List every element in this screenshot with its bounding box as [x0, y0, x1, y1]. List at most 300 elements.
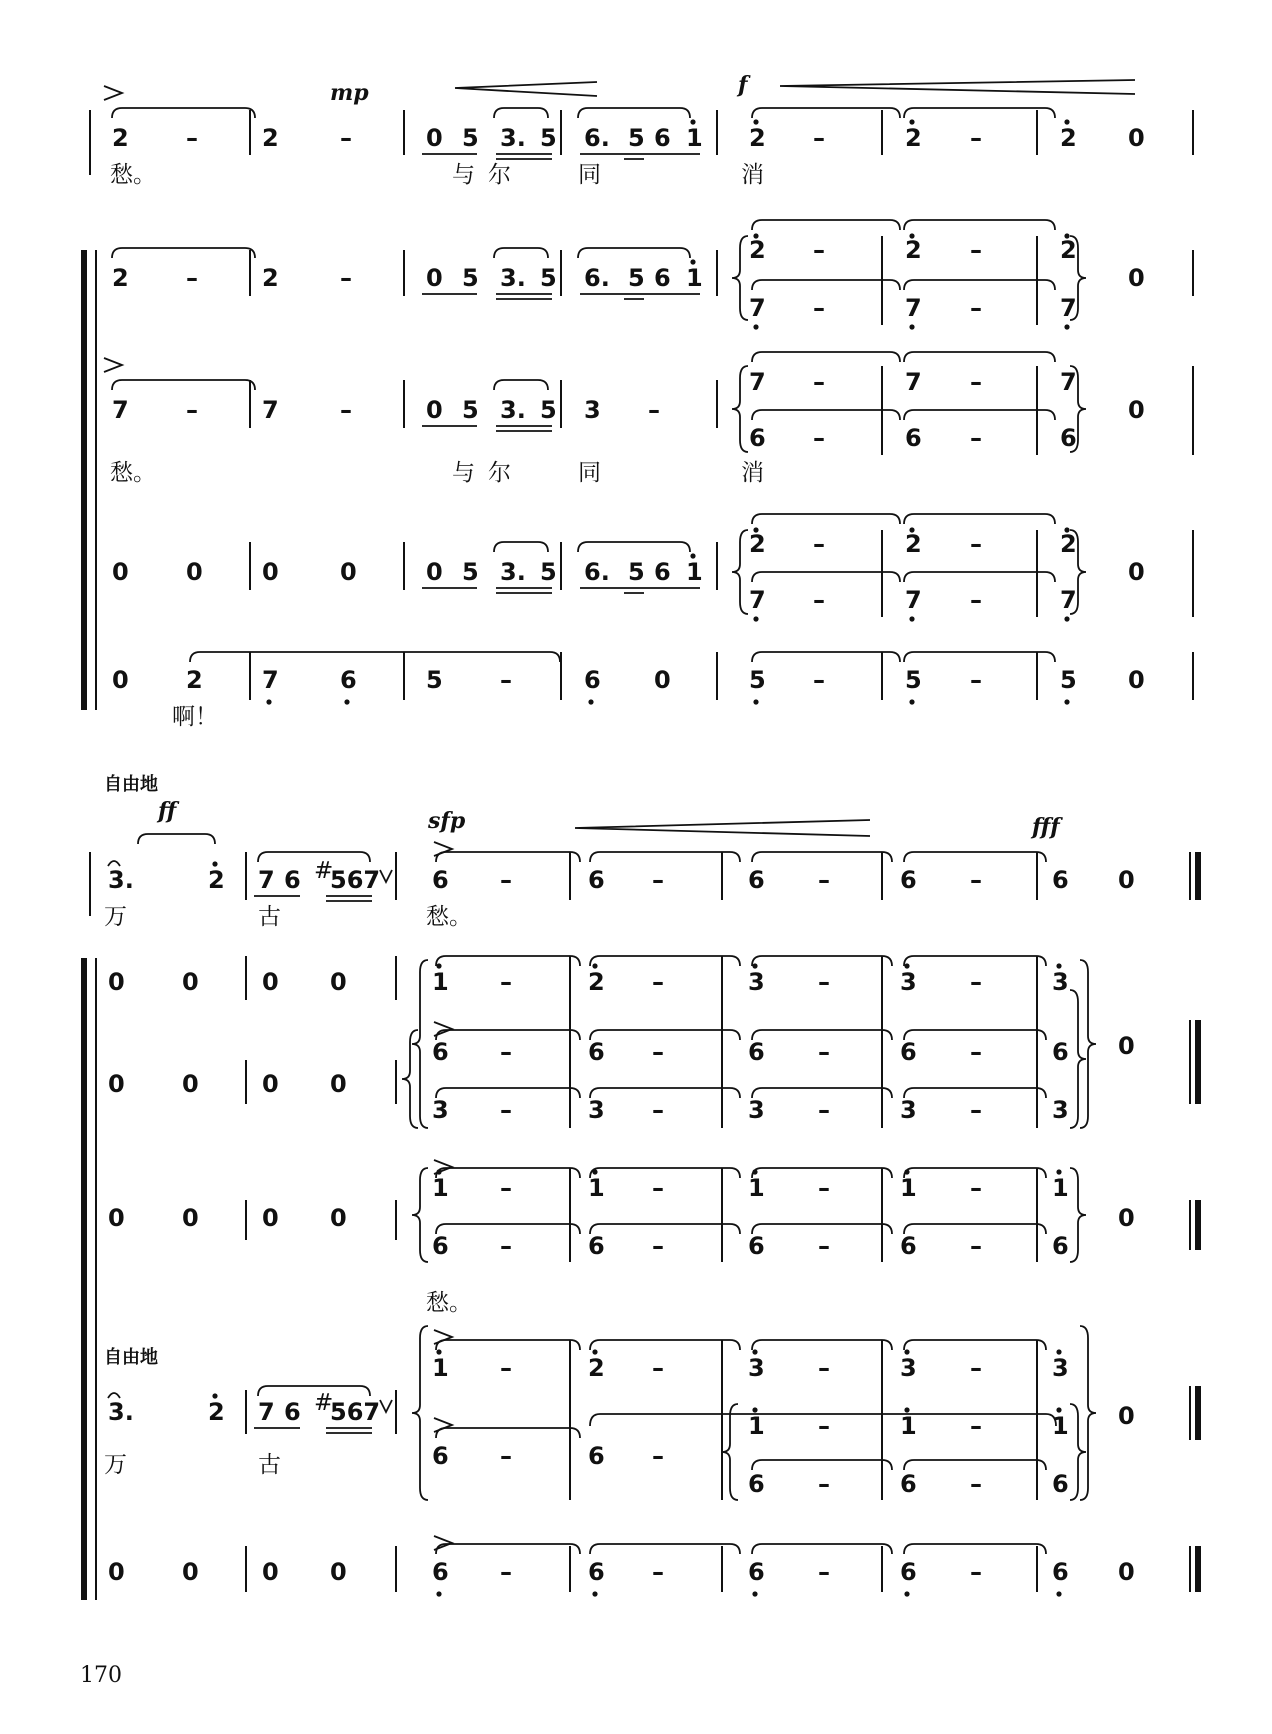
note: 0 — [330, 1070, 347, 1098]
lyric: 愁。 — [426, 1290, 472, 1316]
slur — [904, 956, 1046, 966]
note: 3 — [900, 968, 917, 996]
chord-brace — [412, 1326, 428, 1500]
note: 0 — [330, 1204, 347, 1232]
note: 3 — [1052, 968, 1069, 996]
note: 0 — [108, 1070, 125, 1098]
note: 3. — [500, 396, 526, 424]
note: – — [818, 1470, 830, 1498]
note: – — [970, 368, 982, 396]
note: 0 — [426, 558, 443, 586]
note: – — [186, 124, 198, 152]
chord-brace — [732, 236, 748, 320]
note: 5 — [628, 264, 645, 292]
note: 6 — [432, 1442, 449, 1470]
note: – — [500, 1038, 512, 1066]
note: – — [186, 396, 198, 424]
note: – — [970, 666, 982, 694]
note: – — [500, 1096, 512, 1124]
note: – — [970, 586, 982, 614]
note: 2 — [749, 530, 766, 558]
note: 7 — [112, 396, 129, 424]
note: 1 — [432, 968, 449, 996]
note: 3 — [748, 1354, 765, 1382]
note: 6 — [340, 666, 357, 694]
note: 1 — [686, 558, 703, 586]
slur — [752, 280, 900, 290]
note: – — [818, 1558, 830, 1586]
note: 1 — [748, 1174, 765, 1202]
note: 6 — [584, 666, 601, 694]
note: – — [970, 1174, 982, 1202]
note: 0 — [1118, 1204, 1135, 1232]
note: 0 — [426, 396, 443, 424]
accent-mark — [434, 842, 452, 856]
octave-dot — [344, 699, 349, 704]
note: – — [500, 666, 512, 694]
note: 1 — [432, 1174, 449, 1202]
note: 7 — [1060, 294, 1077, 322]
note: – — [500, 1442, 512, 1470]
note: 0 — [654, 666, 671, 694]
dynamic-f: f — [738, 72, 748, 98]
slur — [590, 1544, 740, 1554]
note: 2 — [905, 530, 922, 558]
note: 0 — [182, 968, 199, 996]
note: 6. — [584, 124, 610, 152]
chord-brace — [412, 1168, 428, 1262]
octave-dot — [752, 1591, 757, 1596]
note: 0 — [182, 1204, 199, 1232]
chord-brace — [412, 960, 428, 1128]
note: – — [813, 294, 825, 322]
note: 0 — [182, 1558, 199, 1586]
note: – — [970, 424, 982, 452]
note: 6 — [588, 1038, 605, 1066]
slur — [578, 542, 690, 552]
note: 0 — [1118, 866, 1135, 894]
note: – — [652, 1174, 664, 1202]
note: 3 — [584, 396, 601, 424]
note: 2 — [905, 124, 922, 152]
note: – — [970, 1096, 982, 1124]
chord-brace — [1080, 960, 1096, 1128]
note: 2 — [112, 264, 129, 292]
slur — [904, 352, 1055, 362]
note: 6 — [1052, 1038, 1069, 1066]
note: – — [652, 1354, 664, 1382]
chord-brace — [732, 366, 748, 452]
slur — [752, 852, 892, 862]
note: 5 — [540, 124, 557, 152]
lyric: 与 — [452, 460, 475, 486]
note: 2 — [588, 1354, 605, 1382]
dynamic-sfp: sfp — [428, 808, 466, 834]
note: 5 — [628, 124, 645, 152]
note: – — [648, 396, 660, 424]
lyric: 万 — [104, 1452, 127, 1478]
note: 6 — [748, 1470, 765, 1498]
slur — [904, 108, 1055, 118]
note: 7 — [905, 586, 922, 614]
slur — [590, 1030, 740, 1040]
slur — [752, 1340, 892, 1350]
slur — [436, 1340, 580, 1350]
octave-dot — [266, 699, 271, 704]
slur — [752, 1544, 892, 1554]
accent-mark — [104, 358, 122, 372]
note: 2 — [208, 1398, 225, 1426]
slur — [494, 248, 548, 258]
note: 5 — [905, 666, 922, 694]
note: – — [970, 294, 982, 322]
note: 0 — [112, 558, 129, 586]
note: 3. — [500, 558, 526, 586]
note: – — [813, 424, 825, 452]
note: – — [813, 530, 825, 558]
note: 1 — [1052, 1174, 1069, 1202]
note: 1 — [900, 1174, 917, 1202]
note: 7 — [749, 368, 766, 396]
octave-dot — [909, 699, 914, 704]
slur — [904, 1340, 1046, 1350]
note: 6 — [1052, 1232, 1069, 1260]
note: 6 — [905, 424, 922, 452]
note: 0 — [186, 558, 203, 586]
slur — [436, 956, 580, 966]
note: – — [970, 1470, 982, 1498]
note: 7 — [262, 666, 279, 694]
chord-brace — [1070, 990, 1086, 1128]
note: 5 — [540, 264, 557, 292]
note: – — [652, 866, 664, 894]
note: – — [813, 666, 825, 694]
note: – — [818, 1354, 830, 1382]
note: 5 — [462, 396, 479, 424]
crescendo-hairpin — [575, 820, 870, 836]
note: 0 — [108, 1558, 125, 1586]
note: 3. — [500, 124, 526, 152]
octave-dot — [753, 324, 758, 329]
note: 3 — [1052, 1354, 1069, 1382]
note: 1 — [900, 1412, 917, 1440]
slur — [190, 652, 560, 662]
lyric: 尔 — [488, 460, 511, 486]
note: – — [652, 968, 664, 996]
lyric: 与 — [452, 162, 475, 188]
slur — [494, 108, 548, 118]
octave-dot — [909, 616, 914, 621]
slur — [752, 220, 900, 230]
note: 1 — [686, 124, 703, 152]
note: – — [970, 968, 982, 996]
note: – — [970, 1412, 982, 1440]
note: 5 — [1060, 666, 1077, 694]
note: – — [813, 124, 825, 152]
note: 0 — [262, 1070, 279, 1098]
accent-mark — [434, 1330, 452, 1344]
note: – — [970, 1354, 982, 1382]
note: – — [652, 1038, 664, 1066]
note: 1 — [432, 1354, 449, 1382]
lyric: 同 — [578, 162, 601, 188]
note: 3. — [108, 1398, 134, 1426]
note: 7 — [749, 586, 766, 614]
note: – — [652, 1558, 664, 1586]
note: – — [970, 236, 982, 264]
chord-brace — [732, 530, 748, 614]
note: 6 — [588, 866, 605, 894]
barlines-and-slurs — [84, 80, 1198, 1600]
note: 3 — [588, 1096, 605, 1124]
octave-dot — [753, 616, 758, 621]
note: 0 — [1118, 1402, 1135, 1430]
note: 6 — [284, 866, 301, 894]
lyric: 尔 — [488, 162, 511, 188]
slur — [904, 220, 1055, 230]
slur — [590, 1224, 740, 1234]
dynamic-ff: ff — [158, 798, 177, 824]
lyric: 啊！ — [172, 704, 218, 730]
note: 6. — [584, 558, 610, 586]
note: 3. — [108, 866, 134, 894]
slur — [112, 380, 255, 390]
note: – — [340, 396, 352, 424]
slur — [590, 852, 740, 862]
note: 6 — [1052, 1558, 1069, 1586]
slur — [494, 542, 548, 552]
slur — [112, 248, 255, 258]
note: 6 — [432, 1558, 449, 1586]
note: 2 — [588, 968, 605, 996]
note: 6 — [284, 1398, 301, 1426]
tempo-mark: 自由地 — [104, 1347, 158, 1368]
slur — [904, 280, 1055, 290]
crescendo-hairpin — [455, 82, 597, 96]
slur — [752, 410, 900, 420]
slur — [138, 834, 215, 844]
slur — [904, 572, 1055, 582]
octave-dot — [436, 1591, 441, 1596]
note: 567 — [330, 866, 381, 894]
note: – — [652, 1442, 664, 1470]
note: 0 — [112, 666, 129, 694]
octave-dot — [909, 324, 914, 329]
slur — [904, 1460, 1046, 1470]
slur — [590, 1168, 740, 1178]
note: 7 — [749, 294, 766, 322]
note: – — [813, 586, 825, 614]
slur — [904, 652, 1055, 662]
octave-dot — [1064, 324, 1069, 329]
note: 2 — [749, 124, 766, 152]
slur — [590, 956, 740, 966]
breath-mark — [380, 870, 392, 882]
slur — [752, 108, 900, 118]
note: 3 — [748, 968, 765, 996]
note: – — [500, 1354, 512, 1382]
note: 6 — [748, 1558, 765, 1586]
note: 2 — [1060, 236, 1077, 264]
slur — [436, 1544, 580, 1554]
note: 6 — [1052, 1470, 1069, 1498]
octave-dot — [1064, 699, 1069, 704]
chord-brace — [722, 1404, 738, 1500]
note: – — [818, 1412, 830, 1440]
lyric: 愁。 — [110, 460, 156, 486]
breath-mark — [380, 1400, 392, 1412]
note: 6 — [900, 1232, 917, 1260]
dynamic-mp: mp — [330, 80, 369, 106]
crescendo-hairpin — [780, 80, 1135, 94]
accent-mark — [434, 1418, 452, 1432]
lyric: 古 — [258, 904, 281, 930]
note: – — [500, 1174, 512, 1202]
note: 7 — [1060, 368, 1077, 396]
octave-dot — [904, 1591, 909, 1596]
note: – — [818, 1232, 830, 1260]
note: – — [970, 1038, 982, 1066]
accent-mark — [104, 86, 122, 100]
note: 0 — [262, 1204, 279, 1232]
note: 5 — [749, 666, 766, 694]
note: 6 — [432, 1038, 449, 1066]
note: 0 — [1128, 396, 1145, 424]
slur — [578, 248, 690, 258]
note: 6 — [588, 1442, 605, 1470]
note: 0 — [262, 1558, 279, 1586]
note: 6 — [432, 866, 449, 894]
note: – — [500, 968, 512, 996]
chord-brace — [1070, 1404, 1086, 1500]
note: 6 — [749, 424, 766, 452]
slur — [112, 108, 255, 118]
note: 6 — [654, 558, 671, 586]
note: 6 — [588, 1232, 605, 1260]
note: 2 — [1060, 124, 1077, 152]
slur — [752, 352, 900, 362]
note: – — [970, 1558, 982, 1586]
note: 3. — [500, 264, 526, 292]
note: 6. — [584, 264, 610, 292]
slur — [590, 1340, 740, 1350]
note: 6 — [748, 1232, 765, 1260]
note: 0 — [426, 264, 443, 292]
note: 0 — [108, 968, 125, 996]
slur — [752, 572, 900, 582]
note: – — [970, 124, 982, 152]
note: – — [500, 1558, 512, 1586]
note: 0 — [1128, 558, 1145, 586]
note: – — [970, 866, 982, 894]
note: 5 — [628, 558, 645, 586]
note: 6 — [588, 1558, 605, 1586]
note: 0 — [262, 968, 279, 996]
note: 6 — [748, 1038, 765, 1066]
note: 6 — [432, 1232, 449, 1260]
note: 6 — [748, 866, 765, 894]
lyric: 古 — [258, 1452, 281, 1478]
slur — [752, 652, 900, 662]
octave-dot — [1056, 1591, 1061, 1596]
note: 1 — [588, 1174, 605, 1202]
note: – — [340, 264, 352, 292]
note: 3 — [900, 1354, 917, 1382]
note: 6 — [1060, 424, 1077, 452]
note: 1 — [1052, 1412, 1069, 1440]
lyric: 消 — [741, 162, 764, 188]
note: 5 — [462, 124, 479, 152]
note: – — [813, 236, 825, 264]
note: 0 — [1128, 124, 1145, 152]
slur — [752, 1460, 892, 1470]
note: 6 — [654, 124, 671, 152]
note: – — [818, 1174, 830, 1202]
note: 0 — [426, 124, 443, 152]
note: 5 — [462, 558, 479, 586]
lyric: 同 — [578, 460, 601, 486]
note: 7 — [1060, 586, 1077, 614]
note: 3 — [900, 1096, 917, 1124]
note: – — [818, 866, 830, 894]
note: 0 — [330, 968, 347, 996]
note: 7 — [258, 1398, 275, 1426]
note: – — [818, 968, 830, 996]
note: 0 — [1128, 666, 1145, 694]
note: 6 — [900, 1558, 917, 1586]
note: 1 — [748, 1412, 765, 1440]
note: 6 — [1052, 866, 1069, 894]
lyric: 消 — [741, 460, 764, 486]
slur — [752, 514, 900, 524]
sharp-sign: # — [314, 858, 334, 884]
slur — [436, 852, 580, 862]
note: 7 — [258, 866, 275, 894]
chord-brace — [1070, 1168, 1086, 1262]
note: 0 — [182, 1070, 199, 1098]
octave-dot — [753, 699, 758, 704]
note: 2 — [262, 124, 279, 152]
slur — [436, 1428, 580, 1438]
note: – — [500, 1232, 512, 1260]
note: 3 — [432, 1096, 449, 1124]
slur — [578, 108, 690, 118]
dynamic-fff: fff — [1032, 814, 1060, 840]
octave-dot — [588, 699, 593, 704]
note: – — [652, 1096, 664, 1124]
note: – — [500, 866, 512, 894]
note: 0 — [330, 1558, 347, 1586]
note: 2 — [1060, 530, 1077, 558]
note: 6 — [900, 1470, 917, 1498]
note: 7 — [262, 396, 279, 424]
note: 1 — [686, 264, 703, 292]
note: 567 — [330, 1398, 381, 1426]
tempo-mark: 自由地 — [104, 774, 158, 795]
note: 2 — [749, 236, 766, 264]
slur — [590, 1088, 740, 1098]
slur — [904, 410, 1055, 420]
note: – — [970, 1232, 982, 1260]
note: – — [813, 368, 825, 396]
note: 5 — [540, 396, 557, 424]
note: 6 — [900, 866, 917, 894]
note: 2 — [262, 264, 279, 292]
note: – — [340, 124, 352, 152]
note: – — [652, 1232, 664, 1260]
note: 0 — [1118, 1032, 1135, 1060]
note: 5 — [462, 264, 479, 292]
